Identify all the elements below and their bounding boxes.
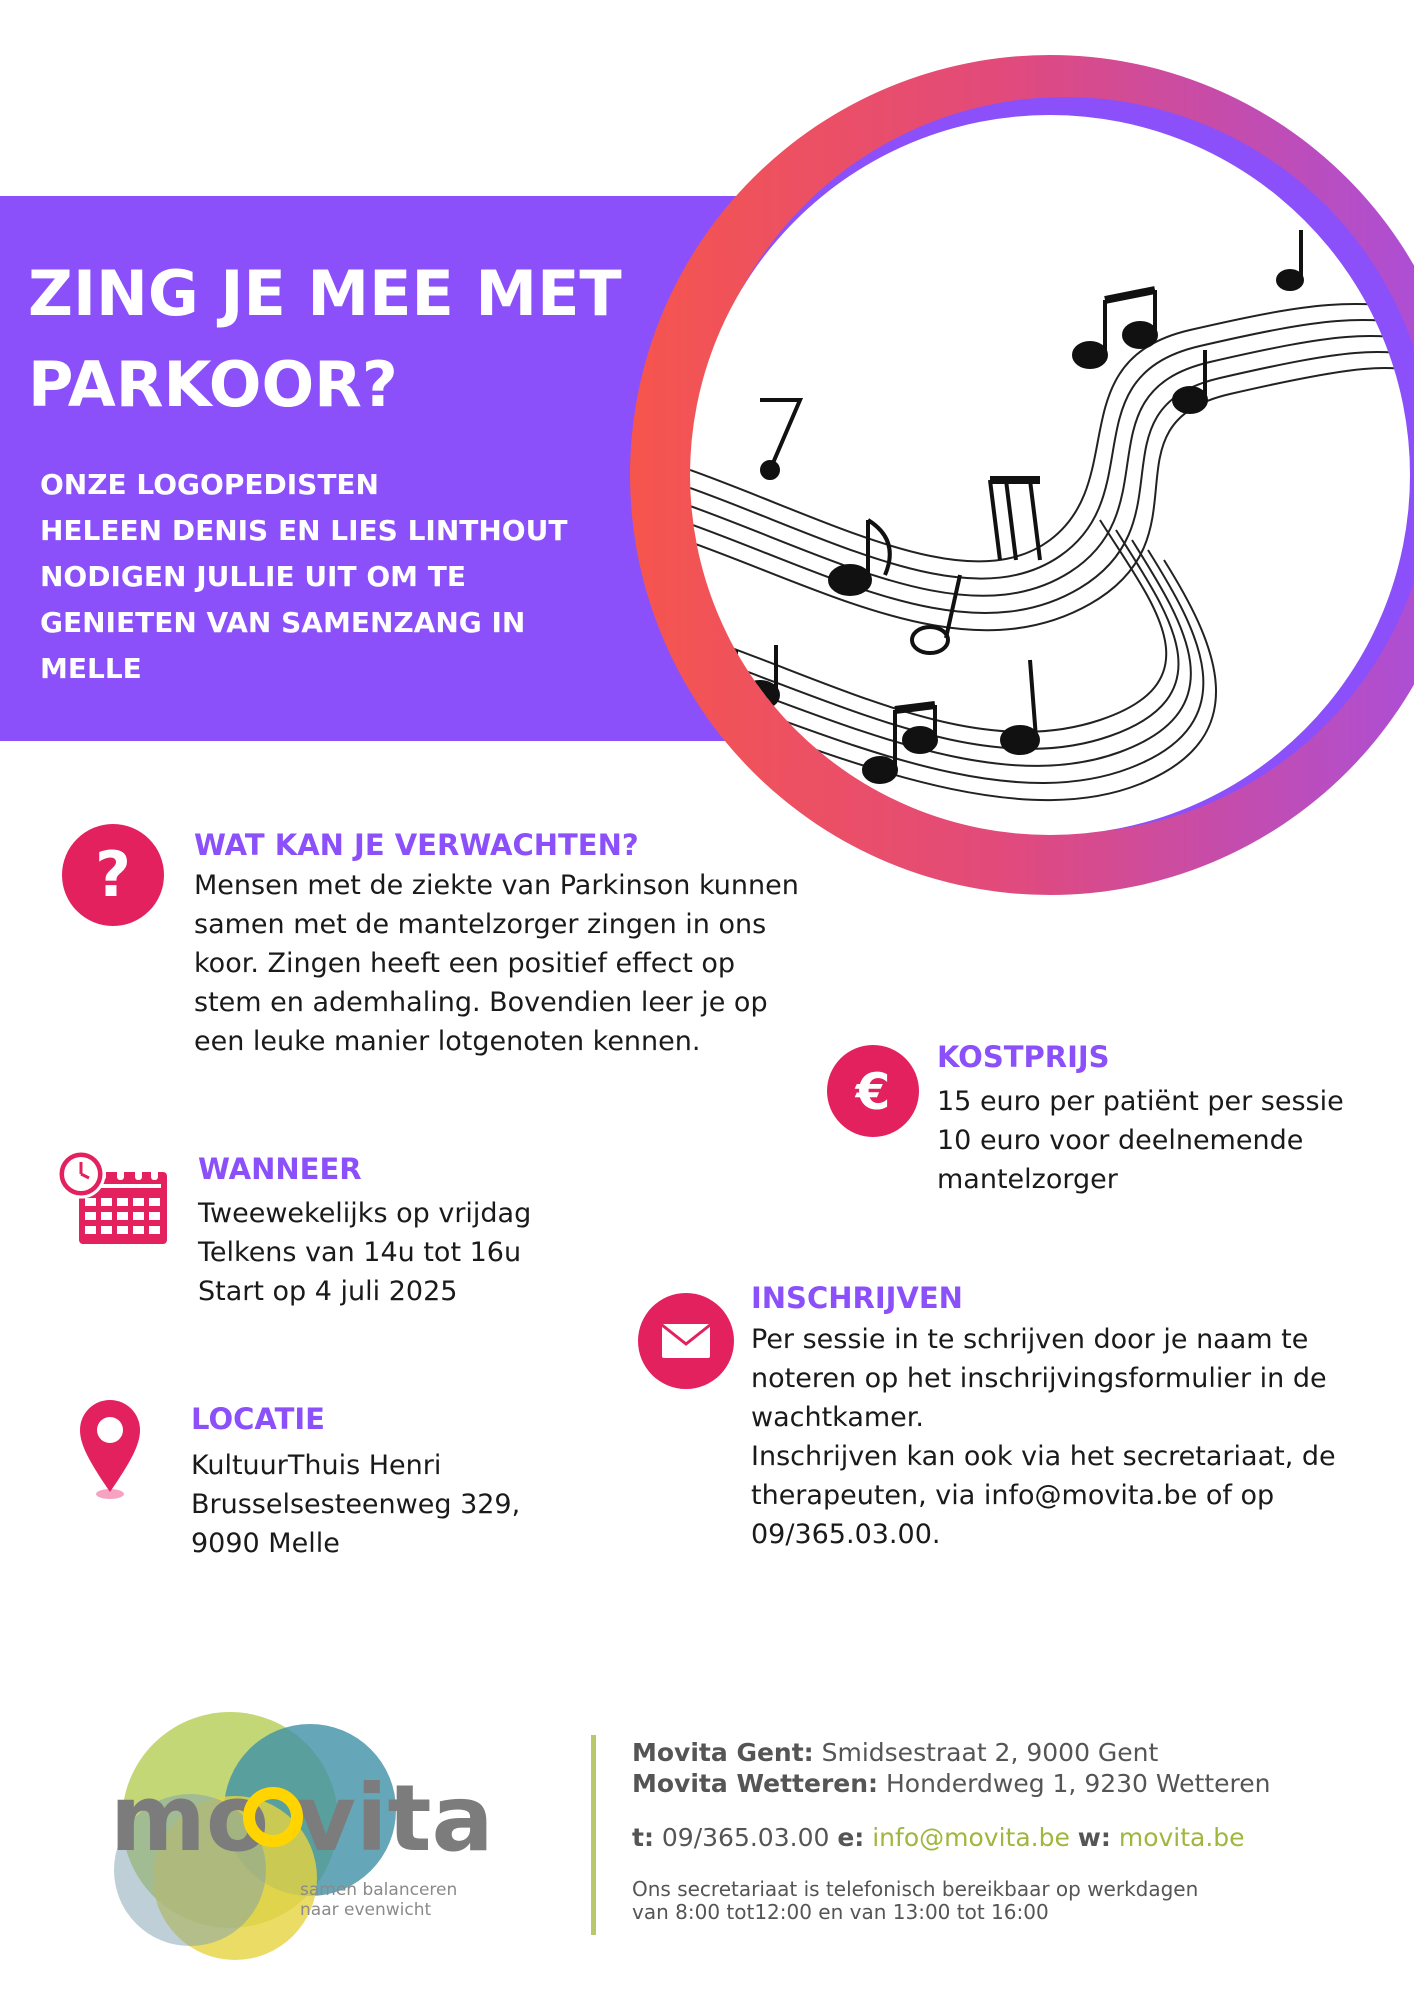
subtitle-line: HELEEN DENIS EN LIES LINTHOUT <box>40 514 568 547</box>
when-title: WANNEER <box>198 1152 362 1186</box>
web-label: w: <box>1077 1823 1111 1852</box>
svg-text:€: € <box>855 1063 891 1121</box>
map-pin-icon <box>78 1398 142 1500</box>
title-line-2: PARKOOR? <box>28 348 398 421</box>
cost-line: 10 euro voor deelnemende <box>937 1125 1304 1156</box>
movita-logo <box>60 1700 580 1960</box>
register-line: Per sessie in te schrijven door je naam te <box>751 1324 1309 1355</box>
music-notes-illustration <box>630 0 1414 960</box>
expect-line: Mensen met de ziekte van Parkinson kunnen <box>194 870 799 901</box>
expect-line: samen met de mantelzorger zingen in ons <box>194 909 767 940</box>
register-line: therapeuten, via info@movita.be of op <box>751 1480 1275 1511</box>
register-line: noteren op het inschrijvingsformulier in de <box>751 1363 1327 1394</box>
register-title: INSCHRIJVEN <box>751 1281 963 1315</box>
cost-body <box>937 1082 1397 1199</box>
note-line: van 8:00 tot12:00 en van 13:00 tot 16:00 <box>632 1900 1049 1924</box>
gent-address: Smidsestraat 2, 9000 Gent <box>821 1738 1159 1767</box>
location-line: KultuurThuis Henri <box>191 1450 442 1481</box>
wetteren-label: Movita Wetteren: <box>632 1769 879 1798</box>
when-line: Start op 4 juli 2025 <box>198 1276 458 1307</box>
website-link[interactable]: movita.be <box>1118 1823 1245 1852</box>
mail-icon <box>637 1292 735 1390</box>
when-line: Telkens van 14u tot 16u <box>198 1237 522 1268</box>
gent-label: Movita Gent: <box>632 1738 814 1767</box>
when-body <box>198 1194 638 1311</box>
email-link[interactable]: info@movita.be <box>872 1823 1070 1852</box>
footer-note <box>632 1878 1198 1924</box>
expect-body <box>194 866 854 1061</box>
phone-label: t: <box>632 1823 654 1852</box>
footer-divider <box>591 1735 596 1935</box>
expect-title: WAT KAN JE VERWACHTEN? <box>194 828 639 862</box>
note-line: Ons secretariaat is telefonisch bereikbaar op werkdagen <box>632 1877 1199 1901</box>
wetteren-address: Honderdweg 1, 9230 Wetteren <box>885 1769 1271 1798</box>
page-title <box>28 248 708 430</box>
calendar-clock-icon <box>55 1150 171 1246</box>
subtitle-line: GENIETEN VAN SAMENZANG IN <box>40 606 526 639</box>
logo-word-vita: vita <box>296 1765 494 1872</box>
subtitle-line: ONZE LOGOPEDISTEN <box>40 468 379 501</box>
register-line: 09/365.03.00. <box>751 1519 941 1550</box>
location-line: Brusselsesteenweg 329, <box>191 1489 521 1520</box>
register-line: Inschrijven kan ook via het secretariaat, de <box>751 1441 1336 1472</box>
subtitle-line: MELLE <box>40 652 142 685</box>
location-line: 9090 Melle <box>191 1528 340 1559</box>
euro-icon <box>826 1044 920 1138</box>
address-gent <box>632 1737 1270 1768</box>
logo-tagline-2: naar evenwicht <box>300 1900 432 1920</box>
footer-contact <box>632 1822 1245 1853</box>
when-line: Tweewekelijks op vrijdag <box>198 1198 532 1229</box>
cost-line: 15 euro per patiënt per sessie <box>937 1086 1344 1117</box>
footer-addresses <box>632 1737 1270 1799</box>
expect-line: koor. Zingen heeft een positief effect op <box>194 948 736 979</box>
register-body <box>751 1320 1391 1554</box>
location-title: LOCATIE <box>191 1402 325 1436</box>
expect-line: een leuke manier lotgenoten kennen. <box>194 1026 701 1057</box>
register-line: wachtkamer. <box>751 1402 924 1433</box>
subtitle-line: NODIGEN JULLIE UIT OM TE <box>40 560 466 593</box>
contact-line <box>632 1822 1245 1853</box>
question-icon <box>60 822 166 928</box>
email-label: e: <box>837 1823 865 1852</box>
title-line-1: ZING JE MEE MET <box>28 257 622 330</box>
logo-word-mo: mo <box>110 1765 270 1872</box>
cost-line: mantelzorger <box>937 1164 1118 1195</box>
hero-subtitle <box>40 462 680 692</box>
logo-tagline-1: samen balanceren <box>300 1880 458 1900</box>
phone-number[interactable]: 09/365.03.00 <box>661 1823 830 1852</box>
expect-line: stem en ademhaling. Bovendien leer je op <box>194 987 768 1018</box>
address-wetteren <box>632 1768 1270 1799</box>
cost-title: KOSTPRIJS <box>937 1040 1110 1074</box>
svg-text:?: ? <box>95 838 131 911</box>
location-body <box>191 1446 631 1563</box>
